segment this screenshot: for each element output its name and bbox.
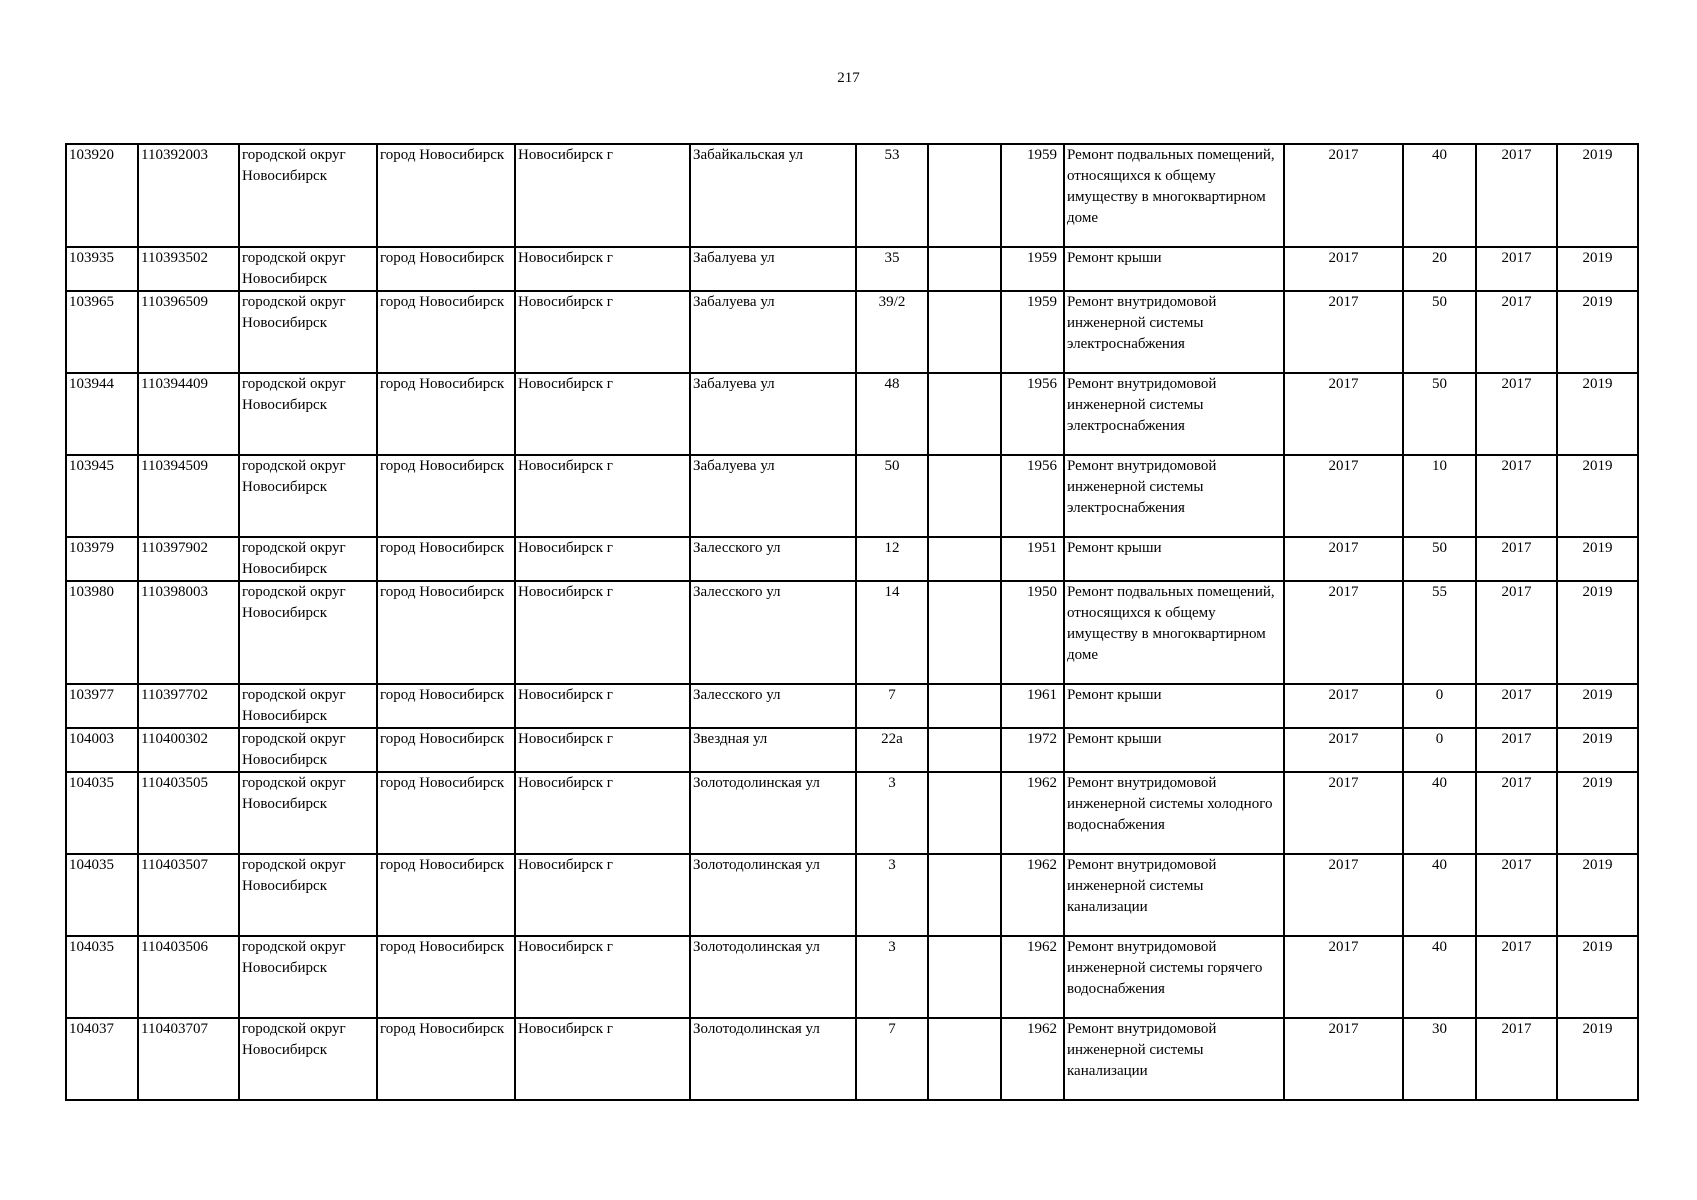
cell-planned-year: 2017 <box>1284 291 1403 373</box>
table-row <box>66 581 1638 684</box>
cell-work-code: 110392003 <box>138 144 239 247</box>
cell-municipal-district: городской округ Новосибирск <box>239 728 377 772</box>
cell-work-type: Ремонт внутридомовой инженерной системы канализации <box>1064 854 1284 936</box>
cell-build-year: 1962 <box>1001 772 1064 854</box>
cell-house-number: 7 <box>856 1018 928 1100</box>
cell-building <box>928 291 1001 373</box>
cell-work-code: 110400302 <box>138 728 239 772</box>
cell-building <box>928 728 1001 772</box>
cell-wear-percent: 50 <box>1403 291 1476 373</box>
cell-work-type: Ремонт внутридомовой инженерной системы канализации <box>1064 1018 1284 1100</box>
cell-house-id: 103920 <box>66 144 138 247</box>
cell-start-year: 2017 <box>1476 247 1557 291</box>
cell-work-type: Ремонт внутридомовой инженерной системы электроснабжения <box>1064 373 1284 455</box>
cell-wear-percent: 50 <box>1403 537 1476 581</box>
table-row <box>66 455 1638 537</box>
cell-city: Новосибирск г <box>515 291 690 373</box>
cell-house-number: 12 <box>856 537 928 581</box>
cell-house-id: 103977 <box>66 684 138 728</box>
cell-planned-year: 2017 <box>1284 537 1403 581</box>
cell-building <box>928 772 1001 854</box>
cell-end-year: 2019 <box>1557 772 1638 854</box>
cell-house-number: 53 <box>856 144 928 247</box>
table-row <box>66 291 1638 373</box>
cell-street: Звездная ул <box>690 728 856 772</box>
cell-house-id: 104003 <box>66 728 138 772</box>
cell-street: Золотодолинская ул <box>690 1018 856 1100</box>
table-row <box>66 684 1638 728</box>
cell-start-year: 2017 <box>1476 144 1557 247</box>
cell-work-code: 110403507 <box>138 854 239 936</box>
cell-work-type: Ремонт внутридомовой инженерной системы электроснабжения <box>1064 455 1284 537</box>
cell-municipal-district: городской округ Новосибирск <box>239 455 377 537</box>
cell-start-year: 2017 <box>1476 936 1557 1018</box>
cell-start-year: 2017 <box>1476 581 1557 684</box>
cell-work-code: 110393502 <box>138 247 239 291</box>
cell-build-year: 1961 <box>1001 684 1064 728</box>
cell-street: Залесского ул <box>690 581 856 684</box>
cell-end-year: 2019 <box>1557 936 1638 1018</box>
cell-wear-percent: 40 <box>1403 936 1476 1018</box>
cell-municipal-district: городской округ Новосибирск <box>239 854 377 936</box>
cell-planned-year: 2017 <box>1284 684 1403 728</box>
cell-building <box>928 854 1001 936</box>
cell-settlement: город Новосибирск <box>377 455 515 537</box>
cell-wear-percent: 10 <box>1403 455 1476 537</box>
cell-build-year: 1951 <box>1001 537 1064 581</box>
cell-municipal-district: городской округ Новосибирск <box>239 291 377 373</box>
cell-settlement: город Новосибирск <box>377 728 515 772</box>
cell-building <box>928 684 1001 728</box>
cell-municipal-district: городской округ Новосибирск <box>239 247 377 291</box>
cell-end-year: 2019 <box>1557 684 1638 728</box>
cell-work-type: Ремонт крыши <box>1064 247 1284 291</box>
cell-city: Новосибирск г <box>515 936 690 1018</box>
table-row <box>66 537 1638 581</box>
cell-wear-percent: 0 <box>1403 684 1476 728</box>
cell-work-code: 110403506 <box>138 936 239 1018</box>
cell-work-code: 110397902 <box>138 537 239 581</box>
cell-municipal-district: городской округ Новосибирск <box>239 684 377 728</box>
cell-wear-percent: 40 <box>1403 854 1476 936</box>
cell-house-number: 22а <box>856 728 928 772</box>
cell-building <box>928 373 1001 455</box>
cell-building <box>928 1018 1001 1100</box>
cell-building <box>928 581 1001 684</box>
cell-building <box>928 537 1001 581</box>
cell-start-year: 2017 <box>1476 854 1557 936</box>
cell-work-type: Ремонт подвальных помещений, относящихся к общему имуществу в многоквартирном доме <box>1064 581 1284 684</box>
cell-building <box>928 455 1001 537</box>
cell-street: Залесского ул <box>690 684 856 728</box>
cell-municipal-district: городской округ Новосибирск <box>239 373 377 455</box>
cell-build-year: 1956 <box>1001 455 1064 537</box>
cell-start-year: 2017 <box>1476 684 1557 728</box>
cell-work-type: Ремонт крыши <box>1064 537 1284 581</box>
cell-city: Новосибирск г <box>515 373 690 455</box>
cell-municipal-district: городской округ Новосибирск <box>239 1018 377 1100</box>
cell-end-year: 2019 <box>1557 144 1638 247</box>
cell-work-code: 110403505 <box>138 772 239 854</box>
cell-start-year: 2017 <box>1476 772 1557 854</box>
cell-build-year: 1962 <box>1001 936 1064 1018</box>
cell-build-year: 1959 <box>1001 247 1064 291</box>
cell-street: Забалуева ул <box>690 247 856 291</box>
cell-city: Новосибирск г <box>515 728 690 772</box>
cell-build-year: 1972 <box>1001 728 1064 772</box>
cell-planned-year: 2017 <box>1284 581 1403 684</box>
cell-work-type: Ремонт внутридомовой инженерной системы горячего водоснабжения <box>1064 936 1284 1018</box>
cell-settlement: город Новосибирск <box>377 291 515 373</box>
cell-city: Новосибирск г <box>515 1018 690 1100</box>
cell-street: Золотодолинская ул <box>690 854 856 936</box>
table-row <box>66 728 1638 772</box>
cell-work-code: 110394409 <box>138 373 239 455</box>
cell-settlement: город Новосибирск <box>377 1018 515 1100</box>
cell-wear-percent: 20 <box>1403 247 1476 291</box>
cell-build-year: 1956 <box>1001 373 1064 455</box>
table-row <box>66 247 1638 291</box>
cell-work-code: 110403707 <box>138 1018 239 1100</box>
cell-house-id: 104035 <box>66 936 138 1018</box>
cell-settlement: город Новосибирск <box>377 373 515 455</box>
cell-end-year: 2019 <box>1557 854 1638 936</box>
page-number: 217 <box>837 70 860 86</box>
cell-planned-year: 2017 <box>1284 854 1403 936</box>
cell-house-number: 39/2 <box>856 291 928 373</box>
table-row <box>66 144 1638 247</box>
cell-build-year: 1950 <box>1001 581 1064 684</box>
cell-house-id: 103935 <box>66 247 138 291</box>
cell-municipal-district: городской округ Новосибирск <box>239 537 377 581</box>
cell-municipal-district: городской округ Новосибирск <box>239 581 377 684</box>
cell-end-year: 2019 <box>1557 1018 1638 1100</box>
repair-schedule-table <box>65 143 1639 1101</box>
cell-start-year: 2017 <box>1476 291 1557 373</box>
cell-house-number: 35 <box>856 247 928 291</box>
cell-planned-year: 2017 <box>1284 144 1403 247</box>
cell-wear-percent: 40 <box>1403 144 1476 247</box>
cell-municipal-district: городской округ Новосибирск <box>239 144 377 247</box>
cell-start-year: 2017 <box>1476 455 1557 537</box>
cell-street: Забалуева ул <box>690 373 856 455</box>
cell-settlement: город Новосибирск <box>377 684 515 728</box>
cell-street: Забалуева ул <box>690 455 856 537</box>
cell-work-code: 110398003 <box>138 581 239 684</box>
cell-city: Новосибирск г <box>515 455 690 537</box>
cell-planned-year: 2017 <box>1284 373 1403 455</box>
cell-street: Забалуева ул <box>690 291 856 373</box>
table-row <box>66 936 1638 1018</box>
cell-planned-year: 2017 <box>1284 772 1403 854</box>
cell-settlement: город Новосибирск <box>377 247 515 291</box>
cell-wear-percent: 30 <box>1403 1018 1476 1100</box>
cell-wear-percent: 55 <box>1403 581 1476 684</box>
cell-city: Новосибирск г <box>515 144 690 247</box>
cell-settlement: город Новосибирск <box>377 936 515 1018</box>
cell-street: Золотодолинская ул <box>690 936 856 1018</box>
cell-house-number: 3 <box>856 854 928 936</box>
cell-house-number: 50 <box>856 455 928 537</box>
cell-municipal-district: городской округ Новосибирск <box>239 772 377 854</box>
cell-planned-year: 2017 <box>1284 247 1403 291</box>
cell-build-year: 1962 <box>1001 1018 1064 1100</box>
cell-end-year: 2019 <box>1557 537 1638 581</box>
cell-street: Забайкальская ул <box>690 144 856 247</box>
cell-building <box>928 144 1001 247</box>
cell-house-number: 14 <box>856 581 928 684</box>
cell-work-type: Ремонт внутридомовой инженерной системы электроснабжения <box>1064 291 1284 373</box>
cell-end-year: 2019 <box>1557 455 1638 537</box>
cell-work-type: Ремонт крыши <box>1064 684 1284 728</box>
cell-planned-year: 2017 <box>1284 728 1403 772</box>
cell-end-year: 2019 <box>1557 291 1638 373</box>
cell-settlement: город Новосибирск <box>377 144 515 247</box>
cell-end-year: 2019 <box>1557 728 1638 772</box>
cell-planned-year: 2017 <box>1284 936 1403 1018</box>
cell-city: Новосибирск г <box>515 247 690 291</box>
cell-end-year: 2019 <box>1557 247 1638 291</box>
cell-planned-year: 2017 <box>1284 1018 1403 1100</box>
cell-planned-year: 2017 <box>1284 455 1403 537</box>
cell-build-year: 1962 <box>1001 854 1064 936</box>
cell-settlement: город Новосибирск <box>377 854 515 936</box>
cell-settlement: город Новосибирск <box>377 537 515 581</box>
cell-house-id: 104035 <box>66 772 138 854</box>
cell-end-year: 2019 <box>1557 373 1638 455</box>
cell-settlement: город Новосибирск <box>377 772 515 854</box>
cell-city: Новосибирск г <box>515 581 690 684</box>
cell-house-number: 48 <box>856 373 928 455</box>
cell-start-year: 2017 <box>1476 537 1557 581</box>
cell-city: Новосибирск г <box>515 684 690 728</box>
cell-city: Новосибирск г <box>515 854 690 936</box>
cell-start-year: 2017 <box>1476 1018 1557 1100</box>
cell-work-code: 110396509 <box>138 291 239 373</box>
cell-house-id: 103965 <box>66 291 138 373</box>
table-row <box>66 854 1638 936</box>
cell-city: Новосибирск г <box>515 537 690 581</box>
cell-build-year: 1959 <box>1001 291 1064 373</box>
cell-house-id: 103944 <box>66 373 138 455</box>
cell-settlement: город Новосибирск <box>377 581 515 684</box>
cell-work-code: 110394509 <box>138 455 239 537</box>
cell-start-year: 2017 <box>1476 373 1557 455</box>
cell-city: Новосибирск г <box>515 772 690 854</box>
cell-municipal-district: городской округ Новосибирск <box>239 936 377 1018</box>
cell-building <box>928 936 1001 1018</box>
cell-building <box>928 247 1001 291</box>
cell-street: Залесского ул <box>690 537 856 581</box>
table-row <box>66 772 1638 854</box>
cell-work-type: Ремонт подвальных помещений, относящихся к общему имуществу в многоквартирном доме <box>1064 144 1284 247</box>
cell-start-year: 2017 <box>1476 728 1557 772</box>
cell-house-number: 3 <box>856 936 928 1018</box>
cell-wear-percent: 50 <box>1403 373 1476 455</box>
table-row <box>66 1018 1638 1100</box>
cell-work-type: Ремонт внутридомовой инженерной системы холодного водоснабжения <box>1064 772 1284 854</box>
cell-house-id: 103979 <box>66 537 138 581</box>
cell-street: Золотодолинская ул <box>690 772 856 854</box>
cell-house-id: 104037 <box>66 1018 138 1100</box>
cell-house-id: 104035 <box>66 854 138 936</box>
cell-work-code: 110397702 <box>138 684 239 728</box>
cell-work-type: Ремонт крыши <box>1064 728 1284 772</box>
cell-house-id: 103945 <box>66 455 138 537</box>
cell-wear-percent: 40 <box>1403 772 1476 854</box>
cell-wear-percent: 0 <box>1403 728 1476 772</box>
cell-house-id: 103980 <box>66 581 138 684</box>
cell-house-number: 7 <box>856 684 928 728</box>
table-body <box>66 144 1638 1100</box>
table-row <box>66 373 1638 455</box>
cell-house-number: 3 <box>856 772 928 854</box>
cell-build-year: 1959 <box>1001 144 1064 247</box>
cell-end-year: 2019 <box>1557 581 1638 684</box>
